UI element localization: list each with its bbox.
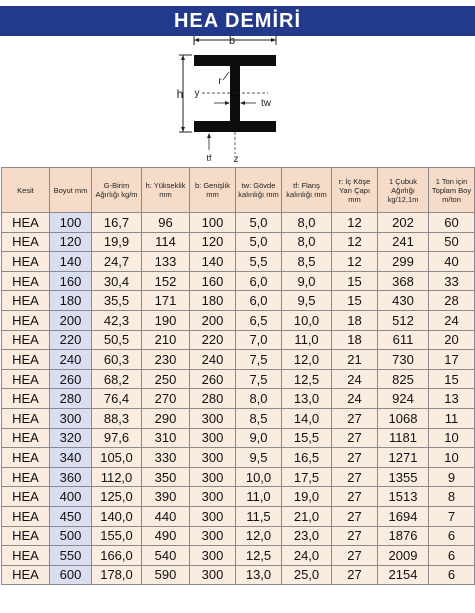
table-cell: 300	[190, 487, 236, 507]
table-cell: 40	[429, 252, 475, 272]
table-cell: 120	[190, 232, 236, 252]
table-cell: HEA	[2, 310, 50, 330]
table-cell: 5,0	[236, 232, 282, 252]
table-row	[2, 448, 475, 468]
table-cell: HEA	[2, 408, 50, 428]
table-cell: 12,5	[236, 546, 282, 566]
table-cell: 12,0	[282, 350, 332, 370]
table-cell: 27	[332, 565, 378, 585]
table-cell: HEA	[2, 213, 50, 233]
table-cell: 24,7	[92, 252, 142, 272]
table-cell: 180	[50, 291, 92, 311]
table-cell: 180	[190, 291, 236, 311]
table-cell: 25,0	[282, 565, 332, 585]
table-row	[2, 389, 475, 409]
column-header: h: Yükseklik mm	[142, 168, 190, 213]
table-cell: 200	[190, 310, 236, 330]
table-row	[2, 291, 475, 311]
table-cell: 8,0	[282, 232, 332, 252]
column-header: G-Birim Ağırlığı kg/m	[92, 168, 142, 213]
table-cell: HEA	[2, 330, 50, 350]
table-cell: 270	[142, 389, 190, 409]
table-cell: 160	[190, 271, 236, 291]
table-cell: 299	[378, 252, 429, 272]
table-cell: HEA	[2, 428, 50, 448]
table-cell: 6	[429, 565, 475, 585]
table-cell: 27	[332, 448, 378, 468]
column-header: 1 Ton için Toplam Boy m/ton	[429, 168, 475, 213]
table-cell: 202	[378, 213, 429, 233]
column-header: Boyut mm	[50, 168, 92, 213]
table-row	[2, 232, 475, 252]
column-header: b: Genişlik mm	[190, 168, 236, 213]
table-cell: 1271	[378, 448, 429, 468]
table-cell: 125,0	[92, 487, 142, 507]
table-cell: 5,0	[236, 213, 282, 233]
table-cell: 500	[50, 526, 92, 546]
label-b: b	[228, 36, 236, 47]
table-cell: HEA	[2, 448, 50, 468]
table-cell: 340	[50, 448, 92, 468]
table-cell: 1694	[378, 506, 429, 526]
table-cell: 360	[50, 467, 92, 487]
table-cell: 9,5	[282, 291, 332, 311]
column-header: r: İç Köşe Yarı Çapı mm	[332, 168, 378, 213]
table-cell: 24	[332, 389, 378, 409]
table-cell: 160	[50, 271, 92, 291]
table-cell: 924	[378, 389, 429, 409]
table-cell: 76,4	[92, 389, 142, 409]
i-beam-diagram	[170, 36, 290, 164]
table-row	[2, 369, 475, 389]
table-cell: 23,0	[282, 526, 332, 546]
table-cell: 15	[332, 291, 378, 311]
label-y: y	[194, 88, 200, 99]
table-cell: 300	[190, 506, 236, 526]
table-cell: 152	[142, 271, 190, 291]
table-cell: 16,5	[282, 448, 332, 468]
table-cell: HEA	[2, 232, 50, 252]
table-cell: 6,0	[236, 271, 282, 291]
table-cell: 120	[50, 232, 92, 252]
table-cell: 18	[332, 330, 378, 350]
column-header: Kesit	[2, 168, 50, 213]
table-cell: 1513	[378, 487, 429, 507]
table-cell: 1181	[378, 428, 429, 448]
table-cell: HEA	[2, 526, 50, 546]
table-cell: 100	[50, 213, 92, 233]
table-cell: 200	[50, 310, 92, 330]
table-cell: 9,0	[236, 428, 282, 448]
table-cell: 450	[50, 506, 92, 526]
table-cell: 10,0	[236, 467, 282, 487]
table-cell: 7,0	[236, 330, 282, 350]
table-cell: 240	[50, 350, 92, 370]
table-cell: 825	[378, 369, 429, 389]
table-cell: 15	[332, 271, 378, 291]
table-cell: 178,0	[92, 565, 142, 585]
table-cell: 300	[50, 408, 92, 428]
table-cell: 20	[429, 330, 475, 350]
table-cell: 24	[332, 369, 378, 389]
table-cell: 390	[142, 487, 190, 507]
table-cell: HEA	[2, 565, 50, 585]
table-cell: 11	[429, 408, 475, 428]
table-cell: 11,5	[236, 506, 282, 526]
table-cell: 320	[50, 428, 92, 448]
table-row	[2, 467, 475, 487]
table-cell: 21,0	[282, 506, 332, 526]
table-cell: 250	[142, 369, 190, 389]
table-cell: HEA	[2, 350, 50, 370]
table-cell: 330	[142, 448, 190, 468]
table-cell: 27	[332, 526, 378, 546]
table-cell: 15	[429, 369, 475, 389]
table-cell: 260	[190, 369, 236, 389]
table-cell: 30,4	[92, 271, 142, 291]
table-cell: 8,5	[282, 252, 332, 272]
table-cell: 5,5	[236, 252, 282, 272]
table-cell: 590	[142, 565, 190, 585]
table-cell: HEA	[2, 546, 50, 566]
table-cell: 8,0	[236, 389, 282, 409]
table-cell: 230	[142, 350, 190, 370]
table-cell: 140,0	[92, 506, 142, 526]
table-cell: 240	[190, 350, 236, 370]
table-row	[2, 487, 475, 507]
table-cell: 6,0	[236, 291, 282, 311]
table-cell: 105,0	[92, 448, 142, 468]
header-row	[2, 168, 475, 213]
title-banner	[0, 6, 475, 36]
table-cell: 1355	[378, 467, 429, 487]
table-cell: 730	[378, 350, 429, 370]
table-cell: 27	[332, 487, 378, 507]
page-title: HEA DEMİRİ	[173, 9, 302, 32]
table-cell: 140	[50, 252, 92, 272]
table-cell: 12,5	[282, 369, 332, 389]
table-cell: 430	[378, 291, 429, 311]
table-cell: 24,0	[282, 546, 332, 566]
table-cell: 14,0	[282, 408, 332, 428]
table-cell: HEA	[2, 369, 50, 389]
table-cell: 166,0	[92, 546, 142, 566]
table-cell: 220	[190, 330, 236, 350]
table-cell: 50	[429, 232, 475, 252]
table-cell: 290	[142, 408, 190, 428]
table-row	[2, 213, 475, 233]
table-cell: 19,0	[282, 487, 332, 507]
table-cell: 10,0	[282, 310, 332, 330]
table-cell: 96	[142, 213, 190, 233]
table-cell: 27	[332, 408, 378, 428]
table-cell: 35,5	[92, 291, 142, 311]
table-cell: 27	[332, 546, 378, 566]
table-cell: 550	[50, 546, 92, 566]
table-cell: 6	[429, 546, 475, 566]
label-tw: tw	[261, 98, 271, 109]
table-cell: 9	[429, 467, 475, 487]
table-cell: 300	[190, 448, 236, 468]
table-cell: 611	[378, 330, 429, 350]
table-cell: 60	[429, 213, 475, 233]
table-cell: 8,5	[236, 408, 282, 428]
table-cell: 310	[142, 428, 190, 448]
table-cell: 17	[429, 350, 475, 370]
table-cell: 368	[378, 271, 429, 291]
table-cell: 2154	[378, 565, 429, 585]
table-cell: 210	[142, 330, 190, 350]
table-cell: 300	[190, 565, 236, 585]
table-cell: 68,2	[92, 369, 142, 389]
table-row	[2, 252, 475, 272]
table-cell: 13,0	[236, 565, 282, 585]
table-cell: 50,5	[92, 330, 142, 350]
table-cell: 350	[142, 467, 190, 487]
label-tf: tf	[206, 153, 212, 163]
table-cell: 1876	[378, 526, 429, 546]
table-cell: 8,0	[282, 213, 332, 233]
table-cell: 13,0	[282, 389, 332, 409]
table-header	[2, 168, 475, 213]
table-cell: 540	[142, 546, 190, 566]
table-cell: 28	[429, 291, 475, 311]
table-cell: 12,0	[236, 526, 282, 546]
table-cell: 97,6	[92, 428, 142, 448]
table-cell: 241	[378, 232, 429, 252]
table-cell: 7,5	[236, 369, 282, 389]
table-cell: 260	[50, 369, 92, 389]
table-cell: 300	[190, 526, 236, 546]
table-cell: 10	[429, 448, 475, 468]
table-cell: 171	[142, 291, 190, 311]
table-cell: 100	[190, 213, 236, 233]
table-cell: 13	[429, 389, 475, 409]
table-row	[2, 546, 475, 566]
table-cell: 27	[332, 467, 378, 487]
table-cell: 6,5	[236, 310, 282, 330]
table-cell: 280	[190, 389, 236, 409]
table-row	[2, 428, 475, 448]
table-cell: 190	[142, 310, 190, 330]
table-cell: 7,5	[236, 350, 282, 370]
column-header: tf: Flanş kalınlığı mm	[282, 168, 332, 213]
table-cell: 27	[332, 428, 378, 448]
label-z: z	[233, 154, 239, 164]
table-cell: 440	[142, 506, 190, 526]
table-cell: 17,5	[282, 467, 332, 487]
table-cell: 12	[332, 232, 378, 252]
table-cell: HEA	[2, 487, 50, 507]
table-cell: 300	[190, 467, 236, 487]
table-cell: HEA	[2, 506, 50, 526]
table-cell: 600	[50, 565, 92, 585]
table-cell: HEA	[2, 252, 50, 272]
table-cell: 10	[429, 428, 475, 448]
table-cell: 19,9	[92, 232, 142, 252]
table-cell: 140	[190, 252, 236, 272]
table-row	[2, 271, 475, 291]
table-cell: 42,3	[92, 310, 142, 330]
table-row	[2, 526, 475, 546]
table-cell: HEA	[2, 271, 50, 291]
table-cell: 155,0	[92, 526, 142, 546]
table-row	[2, 350, 475, 370]
table-cell: 300	[190, 408, 236, 428]
table-cell: 2009	[378, 546, 429, 566]
table-cell: 12	[332, 252, 378, 272]
table-cell: 16,7	[92, 213, 142, 233]
table-cell: 11,0	[282, 330, 332, 350]
table-cell: 400	[50, 487, 92, 507]
table-cell: 9,0	[282, 271, 332, 291]
label-h: h	[176, 87, 184, 101]
table-row	[2, 506, 475, 526]
table-cell: 112,0	[92, 467, 142, 487]
table-cell: 1068	[378, 408, 429, 428]
table-cell: 220	[50, 330, 92, 350]
table-cell: 21	[332, 350, 378, 370]
table-cell: 33	[429, 271, 475, 291]
table-cell: 7	[429, 506, 475, 526]
table-row	[2, 408, 475, 428]
table-cell: 9,5	[236, 448, 282, 468]
table-cell: 12	[332, 213, 378, 233]
table-cell: 114	[142, 232, 190, 252]
table-cell: 15,5	[282, 428, 332, 448]
table-cell: 24	[429, 310, 475, 330]
table-cell: 490	[142, 526, 190, 546]
table-cell: 133	[142, 252, 190, 272]
table-cell: 11,0	[236, 487, 282, 507]
table-cell: 60,3	[92, 350, 142, 370]
table-cell: 512	[378, 310, 429, 330]
table-cell: 88,3	[92, 408, 142, 428]
table-row	[2, 565, 475, 585]
column-header: 1 Çubuk Ağırlığı kg/12,1m	[378, 168, 429, 213]
table-row	[2, 330, 475, 350]
table-cell: HEA	[2, 467, 50, 487]
column-header: tw: Gövde kalınlığı mm	[236, 168, 282, 213]
table-body	[2, 213, 475, 585]
label-r: r	[218, 76, 222, 87]
table-cell: HEA	[2, 389, 50, 409]
i-beam-cross-section	[170, 36, 290, 164]
table-cell: 6	[429, 526, 475, 546]
table-cell: 27	[332, 506, 378, 526]
table-cell: 280	[50, 389, 92, 409]
table-cell: 300	[190, 428, 236, 448]
table-cell: HEA	[2, 291, 50, 311]
table-cell: 300	[190, 546, 236, 566]
hea-spec-table	[1, 167, 475, 585]
table-cell: 8	[429, 487, 475, 507]
table-row	[2, 310, 475, 330]
table-cell: 18	[332, 310, 378, 330]
